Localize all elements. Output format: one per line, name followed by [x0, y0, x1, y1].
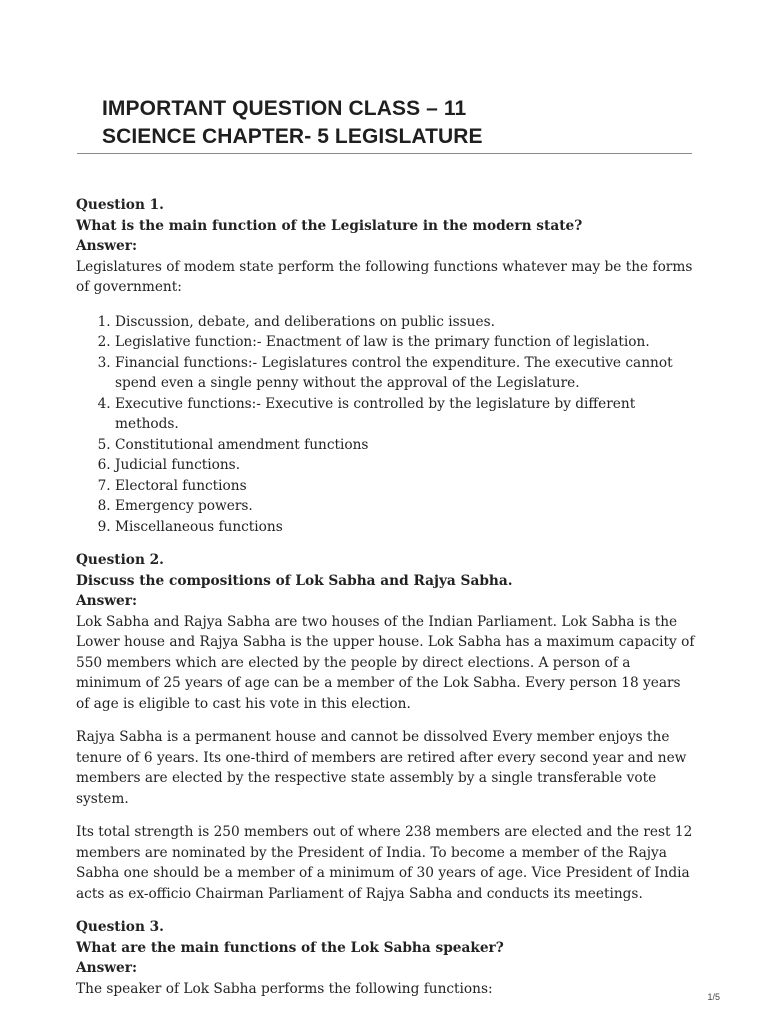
answer-3-label: Answer:	[76, 960, 138, 976]
question-1-title: What is the main function of the Legislature in the modern state?	[76, 217, 583, 234]
list-item: 6. Judicial functions.	[115, 455, 698, 476]
list-item: 7. Electoral functions	[115, 476, 698, 497]
answer-2-paragraph: Its total strength is 250 members out of where 238 members are elected and the rest 12 members are nominated by the President of India. To become a member of the Rajya Sabha one should be a member of a minimum of 30 years of age. Vice President of India acts as ex-officio Chairman Parliament of Rajya Sabha and conducts its meetings.	[76, 824, 693, 902]
question-2-label: Question 2.	[76, 552, 164, 568]
answer-2-label: Answer:	[76, 593, 138, 609]
list-item: 2. Legislative function:- Enactment of law is the primary function of legislation.	[115, 332, 698, 353]
question-1-label: Question 1.	[76, 197, 164, 213]
question-3-title: What are the main functions of the Lok Sabha speaker?	[76, 939, 504, 956]
page-number: 1/5	[707, 992, 720, 1002]
list-item: 3. Financial functions:- Legislatures control the expenditure. The executive cannot spend even a single penny without the approval of the Legislature.	[115, 353, 698, 394]
answer-2-paragraph: Lok Sabha and Rajya Sabha are two houses of the Indian Parliament. Lok Sabha is the Lower house and Rajya Sabha is the upper house. Lok Sabha has a maximum capacity of 550 members which are elected by the people by direct elections. A person of a minimum of 25 years of age can be a member of the Lok Sabha. Every person 18 years of age is eligible to cast his vote in this election.	[76, 613, 695, 712]
answer-3-intro: The speaker of Lok Sabha performs the following functions:	[76, 980, 493, 997]
document-header	[102, 95, 702, 151]
list-item: 4. Executive functions:- Executive is controlled by the legislature by different methods.	[115, 394, 698, 435]
answer-1-list	[76, 312, 698, 538]
header-title-line-2: SCIENCE CHAPTER- 5 LEGISLATURE	[102, 125, 483, 148]
document-body	[76, 195, 698, 999]
answer-1-intro: Legislatures of modem state perform the following functions whatever may be the forms of government:	[76, 258, 693, 295]
header-divider	[77, 153, 692, 154]
question-2-section	[76, 550, 698, 904]
question-2-title: Discuss the compositions of Lok Sabha and Rajya Sabha.	[76, 572, 513, 589]
question-3-label: Question 3.	[76, 919, 164, 935]
list-item: 9. Miscellaneous functions	[115, 517, 698, 538]
answer-2-paragraph: Rajya Sabha is a permanent house and cannot be dissolved Every member enjoys the tenure of 6 years. Its one-third of members are retired after every second year and new members are elected by the respective state assembly by a single transferable vote system.	[76, 729, 687, 807]
header-title-line-1: IMPORTANT QUESTION CLASS – 11	[102, 97, 467, 120]
answer-1-label: Answer:	[76, 238, 138, 254]
list-item: 8. Emergency powers.	[115, 496, 698, 517]
list-item: 5. Constitutional amendment functions	[115, 435, 698, 456]
question-3-section	[76, 917, 698, 999]
list-item: 1. Discussion, debate, and deliberations on public issues.	[115, 312, 698, 333]
question-1-section	[76, 195, 698, 537]
